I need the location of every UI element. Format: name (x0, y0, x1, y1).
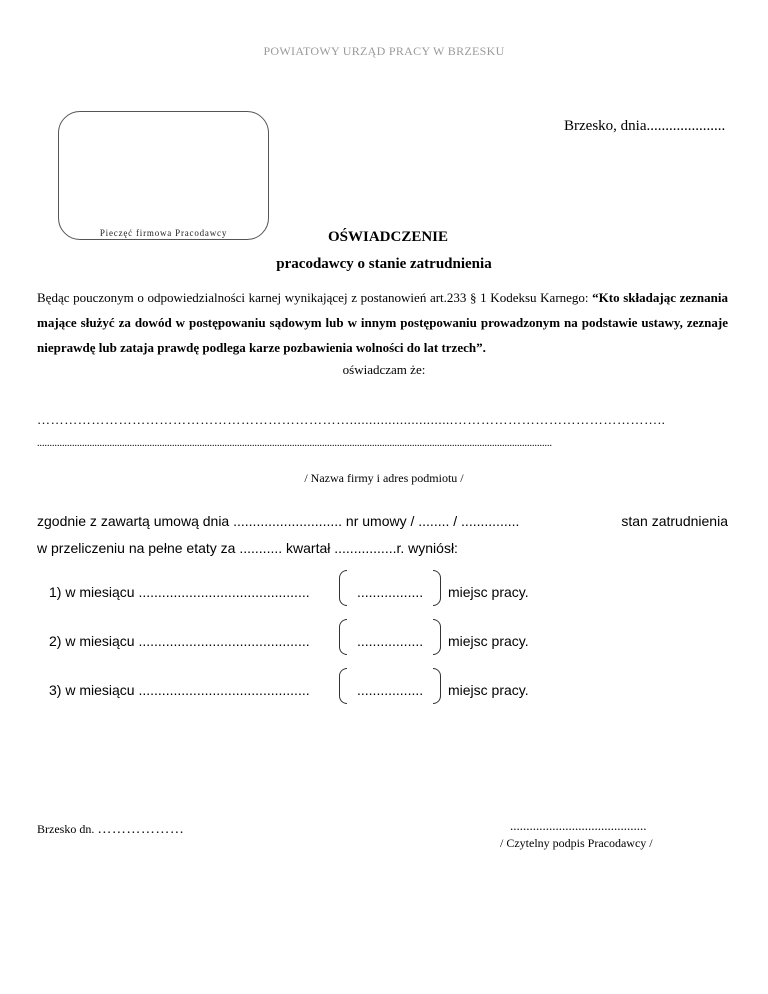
right-bracket (433, 570, 441, 606)
office-header: POWIATOWY URZĄD PRACY W BRZESKU (263, 44, 505, 58)
place-date-field[interactable]: Brzesko, dnia..................... (564, 118, 726, 134)
company-field-caption: / Nazwa firmy i adres podmiotu / (304, 471, 464, 485)
signature-date-field[interactable]: ……………… (97, 822, 185, 837)
agreement-employment-label: stan zatrudnienia (621, 513, 728, 529)
right-bracket (433, 619, 441, 655)
unit-label: miejsc pracy. (448, 682, 529, 698)
stamp-label: Pieczęć firmowa Pracodawcy (99, 228, 228, 238)
legal-notice-paragraph (37, 285, 728, 360)
unit-label: miejsc pracy. (448, 633, 529, 649)
document-title: OŚWIADCZENIE (327, 229, 449, 245)
month-label[interactable]: 3) w miesiącu ............................................ (49, 682, 310, 698)
left-bracket (339, 619, 347, 655)
job-count-field[interactable]: ................. (357, 682, 424, 698)
month-row-2 (0, 619, 768, 663)
left-bracket (339, 570, 347, 606)
left-bracket (339, 668, 347, 704)
agreement-line-1 (37, 508, 728, 535)
agreement-statement (37, 508, 728, 562)
agreement-line-2[interactable]: w przeliczeniu na pełne etaty za ........... kwartał ................r. wyniósł: (37, 540, 458, 556)
month-row-3 (0, 668, 768, 712)
month-row-1 (0, 570, 768, 614)
signature-caption: / Czytelny podpis Pracodawcy / (500, 836, 653, 850)
month-label[interactable]: 1) w miesiącu ............................................ (49, 584, 310, 600)
legal-notice-quote: “Kto składając zeznania mające służyć za dowód w postępowaniu sądowym lub w innym postępowaniu prowadzonym na podstawie ustawy, zeznaje nieprawdę lub zataja prawdę podlega karze pozbawienia wolności do lat trzech”. (37, 290, 728, 355)
legal-notice-plain: Będąc pouczonym o odpowiedzialności karnej wynikającej z postanowień art.233 § 1 Kodeksu Karnego: (37, 290, 593, 305)
signature-field[interactable]: .......................................... (510, 818, 647, 833)
company-stamp-box (58, 111, 269, 240)
right-bracket (433, 668, 441, 704)
declaration-intro: oświadczam że: (342, 362, 426, 377)
month-label[interactable]: 2) w miesiącu ............................................ (49, 633, 310, 649)
job-count-field[interactable]: ................. (357, 584, 424, 600)
company-address-field[interactable]: .............................................................................................................................................................................................................. (37, 438, 552, 449)
agreement-date-number[interactable]: zgodnie z zawartą umową dnia ............................ nr umowy / ........ / ............... (37, 513, 520, 529)
job-count-field[interactable]: ................. (357, 633, 424, 649)
company-name-field[interactable]: ……………………………………………………………...........................……………………………………….. (37, 412, 666, 427)
document-subtitle: pracodawcy o stanie zatrudnienia (276, 256, 492, 272)
unit-label: miejsc pracy. (448, 584, 529, 600)
signature-place-label: Brzesko dn. (37, 822, 95, 836)
signature-place-date (37, 822, 184, 838)
